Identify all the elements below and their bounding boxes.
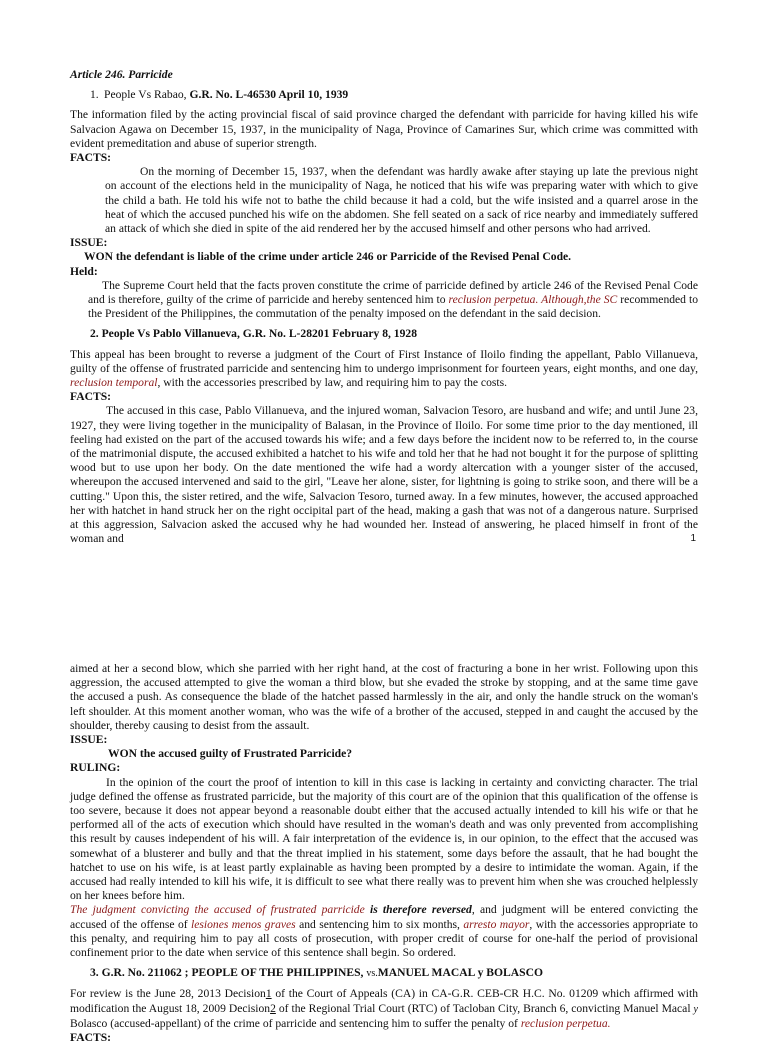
case-2-issue: WON the accused guilty of Frustrated Parricide? [108, 747, 353, 761]
case-3-intro [70, 987, 698, 1031]
case-3-title-b: MANUEL MACAL y BOLASCO [377, 966, 543, 980]
case-3-intro-italic: reclusion perpetua. [520, 1016, 611, 1030]
case-3-title [90, 966, 698, 981]
issue-label: ISSUE: [70, 236, 108, 250]
case-1-information: The information filed by the acting provincial fiscal of said province charged the defendant with parricide for having killed his wife Salvacion Agawa on December 15, 1937, in the municipality of Naga, Province of Camarines Sur, which crime was committed with evident premeditation and abuse of superior strength. [70, 108, 698, 150]
case-2-facts: The accused in this case, Pablo Villanueva, and the injured woman, Salvacion Tesoro, are husband and wife; and until June 23, 1927, they were living together in the municipality of Balasan, in the Province of Iloilo. For some time prior to the day mentioned, ill feeling had existed on the part of the accused towards his wife; and a few days before the incident now to be referred to, in the course of the matrimonial dispute, the accused exhibited a hatchet to his wife and told her that he had not bought it for the purpose of splitting wood but to use upon her body. On the date mentioned the wife had a wordy altercation with a younger sister of the accused, whereupon the accused intervened and said to the girl, "Leave her alone, sister, for lightning is going to strike soon, and there will be a cutting." Upon this, the sister retired, and the wife, Salvacion Tesoro, turned away. In a few minutes, however, the accused approached her with hatchet in hand struck her on the right occipital part of the head, making a gash that was not of a dangerous nature. Surprised at this aggression, Salvacion asked the accused why he had wounded her. Instead of answering, he placed himself in front of the woman and [70, 404, 698, 546]
facts-label-3: FACTS: [70, 1031, 112, 1045]
article-heading: Article 246. Parricide [70, 68, 173, 81]
case-1-name: People Vs Rabao, [104, 88, 190, 102]
judgment-text-c: , with the accessories appropriate to this penalty, and requiring him to pay all costs of prosecution, with proper credit of course for one-half the period of provisional confinement prior to the date when service of this sentence shall begin. So ordered. [70, 917, 698, 960]
page-gap [0, 548, 768, 660]
case-1-held [88, 279, 698, 322]
case-2-intro-a: This appeal has been brought to reverse a judgment of the Court of First Instance of Iloilo finding the appellant, Pablo Villanueva, guilty of the offense of frustrated parricide and sentencing him to undergo imprisonment for fourteen years, eight months, and one day, [70, 347, 698, 375]
footnote-1-link[interactable]: 1 [265, 987, 272, 1001]
ruling-label: RULING: [70, 761, 121, 775]
case-3-intro-c: of the Regional Trial Court (RTC) of Tacloban City, Branch 6, convicting Manuel Macal [275, 1001, 694, 1015]
judgment-italic-2: lesiones menos graves [191, 917, 296, 931]
held-text-b: recommended to the President of the Philippines, the commutation of the penalty imposed on the defendant in the said decision. [88, 293, 699, 321]
held-label: Held: [70, 264, 98, 278]
case-1-number: 1. [90, 88, 99, 102]
case-2-intro [70, 348, 698, 391]
case-3-title-a: 3. G.R. No. 211062 ; PEOPLE OF THE PHILIPPINES, [90, 966, 367, 980]
page-2-content [70, 662, 698, 1045]
case-1-citation: G.R. No. L-46530 April 10, 1939 [189, 88, 349, 102]
case-3-intro-d: Bolasco (accused-appellant) of the crime of parricide and sentencing him to suffer the penalty of [70, 1016, 521, 1030]
page-number: 1 [690, 533, 696, 544]
case-2-title: 2. People Vs Pablo Villanueva, G.R. No. L-28201 February 8, 1928 [90, 327, 417, 341]
case-2-judgment [70, 903, 698, 960]
footnote-2-link[interactable]: 2 [270, 1001, 276, 1015]
case-3-intro-a: For review is the June 28, 2013 Decision [70, 987, 266, 1001]
judgment-bold: is therefore reversed [364, 903, 472, 917]
page-1-content [70, 68, 698, 547]
case-3-intro-b: of the Court of Appeals (CA) in CA-G.R. CEB-CR H.C. No. 01209 which affirmed with modification the August 18, 2009 Decision [70, 987, 698, 1015]
case-2-intro-italic: reclusion temporal [70, 376, 158, 390]
issue-label-2: ISSUE: [70, 733, 108, 747]
case-2-facts-continued: aimed at her a second blow, which she parried with her right hand, at the cost of fracturing a bone in her wrist. Following upon this aggression, the accused attempted to give the woman a third blow, but she evaded the stroke by stopping, and at the same time gave the accused a push. As consequence the blade of the hatchet passed harmlessly in the air, and only the handle struck on the woman's left shoulder. At this moment another woman, who was the wife of a brother of the accused, stepped in and caught the accused by the shoulder, thereby causing to desist from the assault. [70, 662, 698, 732]
case-3-vs: vs. [366, 968, 378, 980]
case-1-title [90, 88, 698, 102]
judgment-italic-3: arresto mayor [463, 917, 530, 931]
document-page-2 [0, 660, 768, 1045]
facts-label: FACTS: [70, 151, 112, 165]
case-2-intro-b: , with the accessories prescribed by law, and requiring him to pay the costs. [157, 376, 508, 390]
case-1-facts: On the morning of December 15, 1937, when the defendant was hardly awake after staying up late the previous night on account of the elections held in the municipality of Naga, he noticed that his wife was preparing water with which to give the child a bath. He told his wife not to bathe the child because it had a cold, but the wife insisted and a quarrel arose in the heat of which the accused punched his wife on the abdomen. She fell seated on a sack of rice nearby and immediately suffered an attack of which she died in spite of the aid rendered her by the accused himself and other persons who had arrived. [105, 165, 698, 236]
judgment-text-b: and sentencing him to six months, [295, 917, 464, 931]
facts-label-2: FACTS: [70, 390, 112, 404]
case-2-ruling: In the opinion of the court the proof of intention to kill in this case is lacking in certainty and convicting character. The trial judge defined the offense as frustrated parricide, but the majority of this court are of the opinion that this qualification of the offense is too severe, because it does not appear beyond a reasonable doubt either that the accused actually intended to kill his wife or that he performed all of the acts of execution which should have resulted in the woman's death and was only prevented from accomplishing this result by causes independent of his will. A fair interpretation of the evidence is, in our opinion, to the effect that the accused was somewhat of a blusterer and bully and that the threat implied in his statement, some days before the assault, that he had bought the hatchet to use on his wife, is at least partly explainable as having been prompted by a desire to intimidate the woman. Again, if the accused had really intended to kill his wife, it is difficult to see what there really was to prevent him when she was crouched helplessly on her knees before him. [70, 775, 698, 903]
case-1-issue: WON the defendant is liable of the crime under article 246 or Parricide of the Revised Penal Code. [84, 250, 572, 264]
judgment-italic: The judgment convicting the accused of frustrated parricide [70, 903, 365, 917]
judgment-text-a: , and judgment will be entered convicting the accused of the offense of [70, 903, 698, 931]
held-text-a: The Supreme Court held that the facts proven constitute the crime of parricide defined by article 246 of the Revised Penal Code and is therefore, guilty of the crime of parricide and hereby sentenced him to [88, 278, 698, 307]
case-3-intro-y: y [693, 1003, 698, 1015]
held-text-italic: reclusion perpetua. Although,the SC [448, 293, 618, 307]
